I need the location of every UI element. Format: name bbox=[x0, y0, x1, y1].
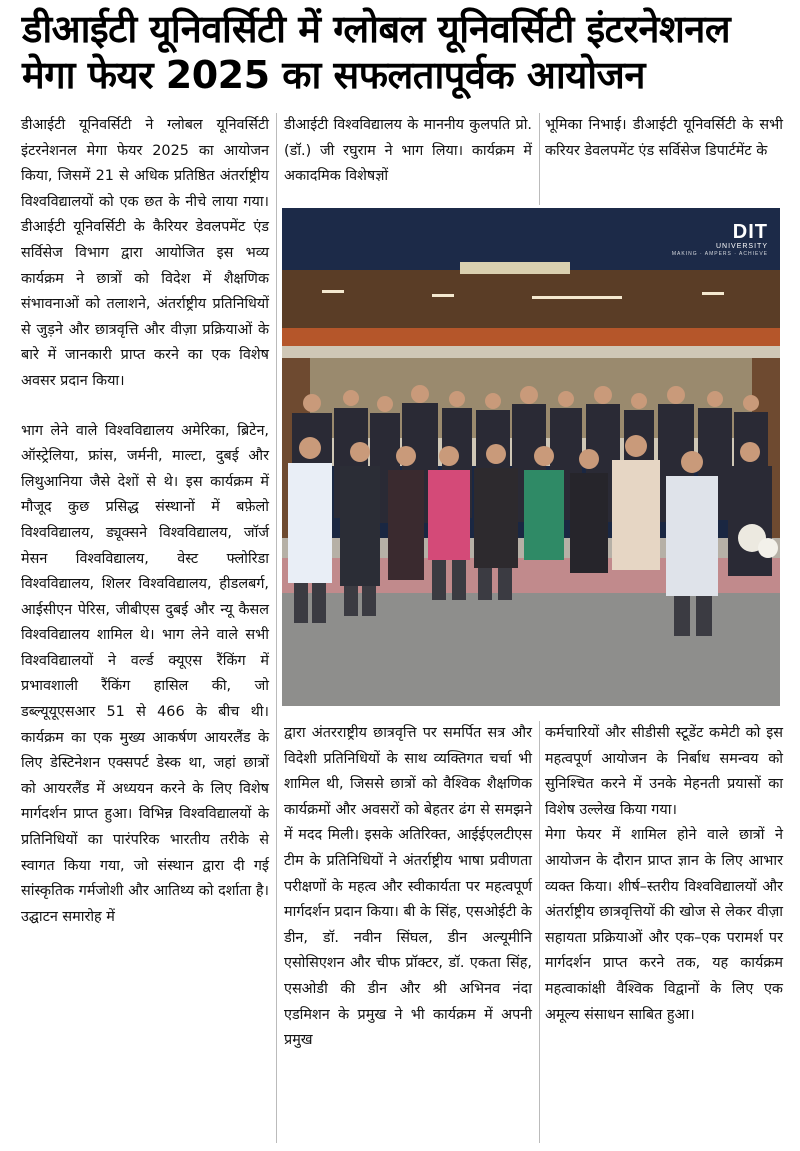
headline: डीआईटी यूनिवर्सिटी में ग्लोबल यूनिवर्सिटी इंटरनेशनल मेगा फेयर 2025 का सफलतापूर्वक आयोजन bbox=[22, 7, 731, 97]
article-column-1 bbox=[21, 113, 269, 930]
article-column-2-top bbox=[284, 113, 532, 190]
dit-university-logo bbox=[672, 222, 768, 258]
column-divider bbox=[539, 721, 540, 1143]
paragraph-role: भूमिका निभाई। डीआईटी यूनिवर्सिटी के सभी करियर डेवलपमेंट एंड सर्विसेज डिपार्टमेंट के bbox=[545, 117, 783, 159]
column-divider bbox=[276, 113, 277, 1143]
group-photo-illustration bbox=[282, 208, 780, 706]
paragraph-sessions: द्वारा अंतरराष्ट्रीय छात्रवृत्ति पर समर्पित सत्र और विदेशी प्रतिनिधियों के साथ व्यक्तिगत चर्चा भी शामिल थी, जिससे छात्रों को वैश्विक शैक्षणिक कार्यक्रमों और अवसरों को बेहतर ढंग से समझने में मदद मिली। इसके अतिरिक्त, आईईएलटीएस टीम के प्रतिनिधियों ने अंतर्राष्ट्रीय भाषा प्रवीणता परीक्षणों के महत्व और स्वीकार्यता पर महत्वपूर्ण मार्गदर्शन प्रदान किया। बी के सिंह, एसओईटी के डीन, डॉ. नवीन सिंघल, डीन अल्यूमीनि एसोसिएशन और चीफ प्रॉक्टर, डॉ. एकता सिंह, एसओडी की डीन और श्री अभिनव नंदा एडमिशन के प्रमुख ने भी कार्यक्रम में अपनी प्रमुख bbox=[284, 725, 532, 1049]
logo-main-text: DIT bbox=[732, 221, 768, 243]
article-column-3-top bbox=[545, 113, 783, 164]
article-column-2-bottom bbox=[284, 721, 532, 1054]
column-divider bbox=[539, 113, 540, 205]
article-column-3-bottom bbox=[545, 721, 783, 1028]
paragraph-staff: कर्मचारियों और सीडीसी स्टूडेंट कमेटी को इस महत्वपूर्ण आयोजन के निर्बाध समन्वय को सुनिश्चित करने में उनके मेहनती प्रयासों का विशेष उल्लेख किया गया। bbox=[545, 725, 783, 818]
logo-tagline: MAKING · AMPERS · ACHIEVE bbox=[671, 251, 768, 257]
paragraph-intro: डीआईटी यूनिवर्सिटी ने ग्लोबल यूनिवर्सिटी इंटरनेशनल मेगा फेयर 2025 का आयोजन किया, जिसमें 21 से अधिक प्रतिष्ठित अंतर्राष्ट्रीय विश्वविद्यालयों को एक छत के नीचे लाया गया। डीआईटी यूनिवर्सिटी के कैरियर डेवलपमेंट एंड सर्विसेज विभाग द्वारा आयोजित इस भव्य कार्यक्रम ने छात्रों को विदेश में शैक्षणिक संभावनाओं को तलाशने, अंतर्राष्ट्रीय प्रतिनिधियों से जुड़ने और छात्रवृत्ति और वीज़ा प्रक्रियाओं के बारे में जानकारी प्राप्त करने का एक विशेष अवसर प्रदान किया। bbox=[21, 117, 269, 389]
paragraph-conclusion: मेगा फेयर में शामिल होने वाले छात्रों ने आयोजन के दौरान प्राप्त ज्ञान के लिए आभार व्यक्त किया। शीर्ष–स्तरीय विश्वविद्यालयों और अंतर्राष्ट्रीय छात्रवृत्तियों की खोज से लेकर वीज़ा सहायता प्रक्रियाओं और एक–एक परामर्श पर मार्गदर्शन प्राप्त करने तक, यह कार्यक्रम महत्वाकांक्षी वैश्विक विद्वानों के लिए एक अमूल्य संसाधन साबित हुआ। bbox=[545, 827, 783, 1023]
paragraph-participants: भाग लेने वाले विश्वविद्यालय अमेरिका, ब्रिटेन, ऑस्ट्रेलिया, फ्रांस, जर्मनी, माल्टा, दुबई और लिथुआनिया जैसे देशों से थे। इस कार्यक्रम में मौजूद कुछ प्रसिद्ध संस्थानों में बफ़ेलो विश्वविद्यालय, ड्यूक्सने विश्वविद्यालय, जॉर्ज मेसन विश्वविद्यालय, वेस्ट फ्लोरिडा विश्वविद्यालय, शिलर विश्वविद्यालय, हीडलबर्ग, आईसीएन पेरिस, जीबीएस दुबई और न्यू कैसल विश्वविद्यालय शामिल थे। भाग लेने वाले सभी विश्वविद्यालयों ने वर्ल्ड क्यूएस रैंकिंग में प्रभावशाली रैंकिंग हासिल की, जो डब्ल्यूयूएसआर 51 से 466 के बीच थी। कार्यक्रम का एक मुख्य आकर्षण आयरलैंड के लिए डेस्टिनेशन एक्सपर्ट डेस्क था, जहां छात्रों को आयरलैंड में अध्ययन करने के लिए विशेष मार्गदर्शन प्राप्त हुआ। विभिन्न विश्वविद्यालयों के प्रतिनिधियों का पारंपरिक भारतीय तरीके से स्वागत किया गया, जो संस्थान द्वारा दी गई सांस्कृतिक गर्मजोशी और आतिथ्य को दर्शाता है। उद्घाटन समारोह में bbox=[21, 422, 269, 925]
group-photo bbox=[282, 208, 780, 706]
paragraph-vc: डीआईटी विश्वविद्यालय के माननीय कुलपति प्रो. (डॉ.) जी रघुराम ने भाग लिया। कार्यक्रम में अकादमिक विशेषज्ञों bbox=[284, 117, 532, 185]
logo-sub-text: UNIVERSITY bbox=[715, 243, 768, 250]
